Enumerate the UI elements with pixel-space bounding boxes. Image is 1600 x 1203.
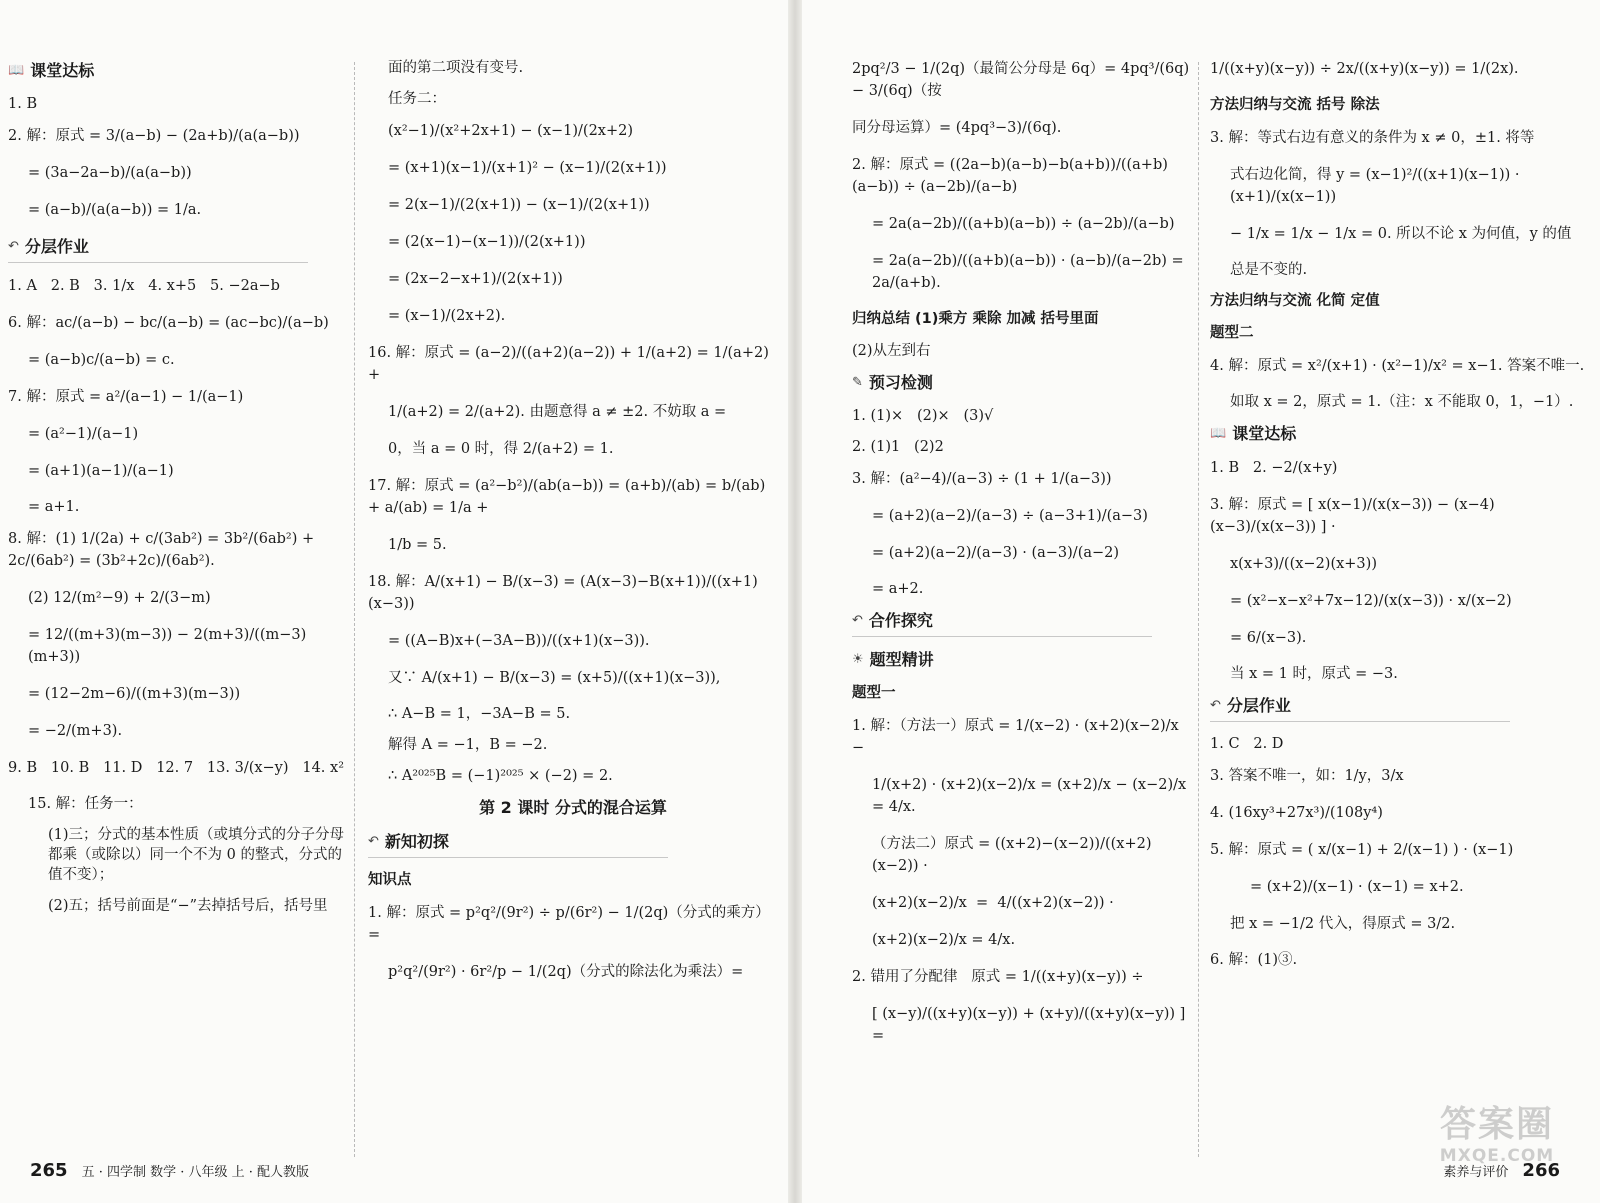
answer-line: (2)从左到右 [852,343,931,359]
answer-line: x(x+3)/((x−2)(x+3)) [1230,556,1377,572]
answer-line: 当 x = 1 时，原式 = −3. [1230,666,1398,682]
answer-line: [ (x−y)/((x+y)(x−y)) + (x+y)/((x+y)(x−y)) ] = [872,1006,1190,1044]
watermark-logo [1422,1105,1572,1175]
right-page-column-2 [1210,58,1590,981]
answer-line: = 2a(a−2b)/((a+b)(a−b)) ÷ (a−2b)/(a−b) [872,216,1175,232]
answer-line: = (x²−x−x²+7x−12)/(x(x−3)) · x/(x−2) [1230,593,1512,609]
answer-line: 同分母运算）= (4pq³−3)/(6q). [852,120,1062,136]
answer-line: = (2x−2−x+1)/(2(x+1)) [388,271,563,287]
answer-line: 3. 答案不唯一，如：1/y，3/x [1210,768,1404,784]
left-page-column-1 [8,58,346,927]
answer-line: ∴ A−B = 1，−3A−B = 5. [388,706,571,722]
section-heading [852,610,1152,637]
subheading: 题型一 [852,685,896,701]
answer-line: (2)五；括号前面是“−”去掉括号后，括号里 [48,898,328,914]
column-divider [354,62,355,1157]
answer-line: 解得 A = −1，B = −2. [388,737,548,753]
answer-line: = a+2. [872,581,924,597]
answer-line: 总是不变的. [1230,262,1308,278]
answer-line: 7. 解：原式 = a²/(a−1) − 1/(a−1) [8,389,244,405]
answer-line: 把 x = −1/2 代入，得原式 = 3/2. [1230,916,1456,932]
section-heading [852,372,1194,394]
section-heading [8,236,308,263]
section-heading-text: 合作探究 [868,611,933,630]
answer-line: 1. (1)× (2)× (3)√ [852,408,994,424]
answer-line: 面的第二项没有变号. [388,60,524,76]
subheading: 题型二 [1210,325,1254,341]
book-series: 素养与评价 [1443,1165,1509,1180]
section-heading [1210,423,1590,445]
answer-line: 1/(x+2) · (x+2)(x−2)/x = (x+2)/x − (x−2)/x = 4/x. [872,777,1191,815]
right-page-column-1 [852,58,1194,1062]
answer-line: = (2(x−1)−(x−1))/(2(x+1)) [388,234,586,250]
answer-line: ∴ A²⁰²⁵B = (−1)²⁰²⁵ × (−2) = 2. [388,768,613,784]
answer-line: 任务二： [388,91,446,107]
answer-line: 1. B [8,96,38,112]
answer-line: 1. 解：原式 = p²q²/(9r²) ÷ p/(6r²) − 1/(2q)（分式的乘方）= [368,905,770,943]
answer-line: = (12−2m−6)/((m+3)(m−3)) [28,686,241,702]
subheading: 方法归纳与交流 括号 除法 [1210,97,1380,113]
answer-line: 1. 解：（方法一）原式 = 1/(x−2) · (x+2)(x−2)/x − [852,718,1184,756]
left-page-footer [30,1160,309,1181]
return-arrow-icon: ↶ [852,613,863,628]
answer-line: 又∵ A/(x+1) − B/(x−3) = (x+5)/((x+1)(x−3)), [388,670,721,686]
answer-line: = 6/(x−3). [1230,630,1307,646]
answer-line: 2. 错用了分配律 原式 = 1/((x+y)(x−y)) ÷ [852,969,1144,985]
bulb-icon: ☀ [852,652,864,667]
answer-line: − 1/x = 1/x − 1/x = 0. 所以不论 x 为何值，y 的值 [1230,226,1572,242]
answer-line: 2. 解：原式 = ((2a−b)(a−b)−b(a+b))/((a+b)(a−b)) ÷ (a−2b)/(a−b) [852,157,1168,195]
page-number: 265 [30,1160,68,1181]
answer-line: 0，当 a = 0 时，得 2/(a+2) = 1. [388,441,614,457]
section-heading-text: 分层作业 [24,237,89,256]
page-number: 266 [1522,1160,1560,1181]
subheading: 知识点 [368,872,412,888]
answer-line: = (3a−2a−b)/(a(a−b)) [28,165,192,181]
return-arrow-icon: ↶ [8,239,19,254]
answer-line: 2pq²/3 − 1/(2q)（最简公分母是 6q）= 4pq³/(6q) − 3/(6q)（按 [852,61,1194,99]
answer-line: 4. 解：原式 = x²/(x+1) · (x²−1)/x² = x−1. 答案不唯一. [1210,358,1585,374]
answer-line: 4. (16xy³+27x³)/(108y⁴) [1210,805,1383,821]
answer-line: 如取 x = 2，原式 = 1.（注：x 不能取 0，1，−1）. [1230,394,1574,410]
answer-line: 1. A 2. B 3. 1/x 4. x+5 5. −2a−b [8,278,280,294]
section-heading-text: 分层作业 [1226,696,1291,715]
section-heading-text: 课堂达标 [1232,424,1297,443]
answer-line: (1)三；分式的基本性质（或填分式的分子分母都乘（或除以）同一个不为 0 的整式，分式的值不变）； [48,827,345,883]
section-heading [852,649,1194,671]
answer-line: = −2/(m+3). [28,723,123,739]
answer-line: 9. B 10. B 11. D 12. 7 13. 3/(x−y) 14. x² [8,760,345,776]
answer-line: 2. 解：原式 = 3/(a−b) − (2a+b)/(a(a−b)) [8,128,300,144]
answer-line: 18. 解：A/(x+1) − B/(x−3) = (A(x−3)−B(x+1))/((x+1)(x−3)) [368,574,758,612]
lesson-title: 第 2 课时 分式的混合运算 [479,798,667,817]
section-heading [8,60,346,82]
answer-line: = a+1. [28,499,80,515]
answer-line: (x+2)(x−2)/x = 4/x. [872,932,1016,948]
answer-line: 3. 解：(a²−4)/(a−3) ÷ (1 + 1/(a−3)) [852,471,1112,487]
answer-line: = 2(x−1)/(2(x+1)) − (x−1)/(2(x+1)) [388,197,650,213]
answer-line: 1/b = 5. [388,537,447,553]
answer-line: = (a−b)c/(a−b) = c. [28,352,175,368]
subheading: 归纳总结 (1)乘方 乘除 加减 括号里面 [852,311,1099,327]
answer-line: 6. 解：(1)③. [1210,952,1298,968]
return-arrow-icon: ↶ [1210,698,1221,713]
watermark-url: MXQE.COM [1439,1146,1555,1166]
answer-line: = (x−1)/(2x+2). [388,308,506,324]
answer-line: = ((A−B)x+(−3A−B))/((x+1)(x−3)). [388,633,650,649]
return-arrow-icon: ↶ [368,834,379,849]
left-page-column-2 [368,58,778,998]
book-icon: 📖 [8,63,25,78]
left-page [0,0,790,1203]
watermark-text: 答案圈 [1439,1104,1554,1145]
answer-line: 8. 解：(1) 1/(2a) + c/(3ab²) = 3b²/(6ab²) + 2c/(6ab²) = (3b²+2c)/(6ab²). [8,531,319,569]
answer-line: 1/(a+2) = 2/(a+2). 由题意得 a ≠ ±2. 不妨取 a = [388,404,727,420]
answer-line: = (a+1)(a−1)/(a−1) [28,463,174,479]
answer-line: = (a+2)(a−2)/(a−3) · (a−3)/(a−2) [872,545,1120,561]
answer-line: 5. 解：原式 = ( x/(x−1) + 2/(x−1) ) · (x−1) [1210,842,1514,858]
subheading: 方法归纳与交流 化简 定值 [1210,293,1380,309]
answer-line: 2. (1)1 (2)2 [852,439,944,455]
answer-line: 17. 解：原式 = (a²−b²)/(ab(a−b)) = (a+b)/(ab) = b/(ab) + a/(ab) = 1/a + [368,478,770,516]
answer-line: = 12/((m+3)(m−3)) − 2(m+3)/((m−3)(m+3)) [28,627,307,665]
answer-line: （方法二）原式 = ((x+2)−(x−2))/((x+2)(x−2)) · [872,836,1152,874]
answer-line: (x+2)(x−2)/x = 4/((x+2)(x−2)) · [872,895,1114,911]
section-heading-text: 课堂达标 [30,61,95,80]
answer-line: = (a+2)(a−2)/(a−3) ÷ (a−3+1)/(a−3) [872,508,1148,524]
answer-line: = (a²−1)/(a−1) [28,426,139,442]
answer-line: 6. 解：ac/(a−b) − bc/(a−b) = (ac−bc)/(a−b) [8,315,329,331]
book-icon: 📖 [1210,426,1227,441]
answer-line: (x²−1)/(x²+2x+1) − (x−1)/(2x+2) [388,123,634,139]
section-heading [368,831,668,858]
answer-line: 3. 解：等式右边有意义的条件为 x ≠ 0，±1. 将等 [1210,130,1535,146]
answer-line: 1. B 2. −2/(x+y) [1210,460,1338,476]
section-heading-text: 新知初探 [384,832,449,851]
answer-line: 15. 解：任务一： [28,796,143,812]
answer-line: 1/((x+y)(x−y)) ÷ 2x/((x+y)(x−y)) = 1/(2x). [1210,61,1519,77]
answer-line: 式右边化简，得 y = (x−1)²/((x+1)(x−1)) · (x+1)/(x(x−1)) [1230,167,1525,205]
column-divider [1198,62,1199,1157]
answer-line: 3. 解：原式 = [ x(x−1)/(x(x−3)) − (x−4)(x−3)/(x(x−3)) ] · [1210,497,1495,535]
answer-line: = (x+2)/(x−1) · (x−1) = x+2. [1250,879,1464,895]
pencil-icon: ✎ [852,375,863,390]
answer-line: 16. 解：原式 = (a−2)/((a+2)(a−2)) + 1/(a+2) = 1/(a+2) + [368,345,774,383]
answer-line: = 2a(a−2b)/((a+b)(a−b)) · (a−b)/(a−2b) = 2a/(a+b). [872,253,1189,291]
book-info: 五 · 四学制 数学 · 八年级 上 · 配人教版 [81,1165,310,1180]
answer-line: 1. C 2. D [1210,736,1284,752]
answer-line: p²q²/(9r²) · 6r²/p − 1/(2q)（分式的除法化为乘法）= [388,964,744,980]
section-heading-text: 题型精讲 [869,650,934,669]
answer-line: (2) 12/(m²−9) + 2/(3−m) [28,590,211,606]
right-page [800,0,1600,1203]
section-heading-text: 预习检测 [868,373,933,392]
answer-line: = (x+1)(x−1)/(x+1)² − (x−1)/(2(x+1)) [388,160,667,176]
answer-line: = (a−b)/(a(a−b)) = 1/a. [28,202,202,218]
section-heading [1210,695,1510,722]
